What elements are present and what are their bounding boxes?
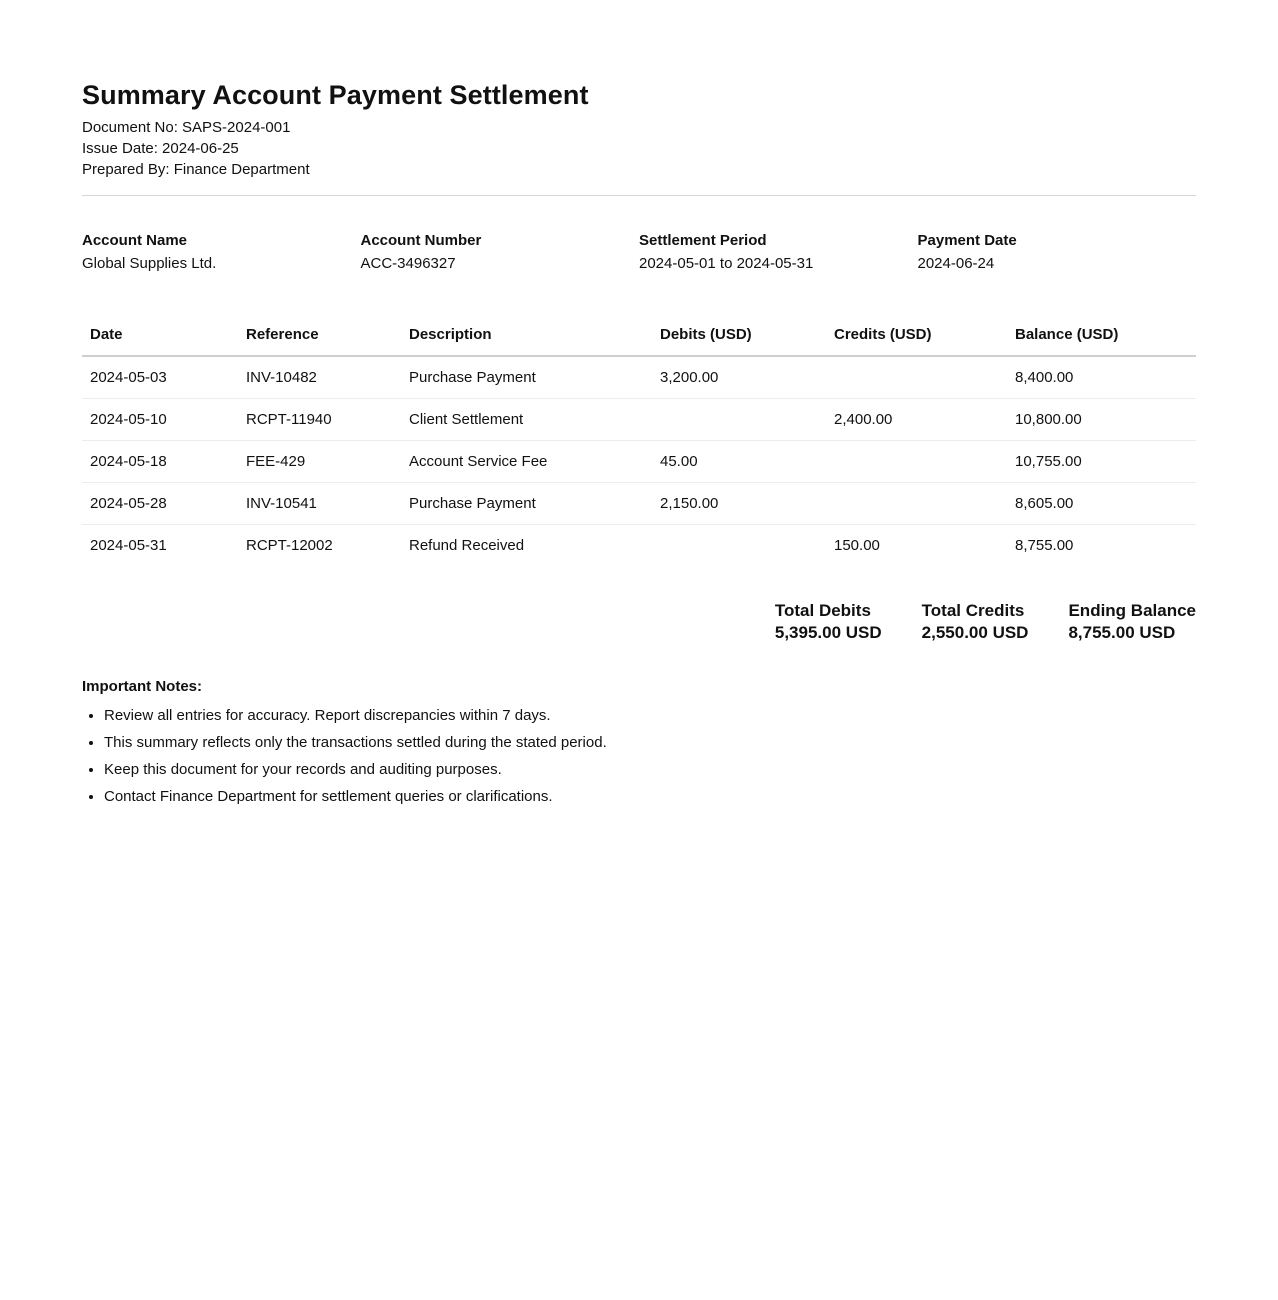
list-item: • Review all entries for accuracy. Report discrepancies within 7 days. — [104, 702, 1196, 729]
cell-date: 2024-05-28 — [82, 483, 238, 525]
payment-date-field — [918, 230, 1197, 275]
cell-date: 2024-05-10 — [82, 399, 238, 441]
column-header-balance: Balance (USD) — [1007, 313, 1196, 356]
total-label: Total Debits — [774, 601, 871, 620]
cell-balance: 8,755.00 — [1015, 537, 1074, 554]
total-label: Total Credits — [921, 601, 1025, 620]
column-header-date: Date — [82, 313, 238, 356]
total-value: 8,755.00 USD — [1068, 623, 1176, 642]
cell-date: 2024-05-18 — [82, 441, 238, 483]
column-header-description: Description — [401, 313, 652, 356]
account-number-field — [361, 230, 640, 275]
info-value: 2024-05-01 to 2024-05-31 — [639, 255, 814, 272]
cell-balance: 10,800.00 — [1007, 399, 1196, 441]
cell-date: 2024-05-03 — [82, 356, 238, 399]
cell-date: 2024-05-31 — [90, 537, 167, 554]
prepared-by: Prepared By: Finance Department — [82, 161, 310, 178]
info-value: Global Supplies Ltd. — [82, 255, 217, 272]
table-header-row — [82, 313, 1196, 356]
info-value: 2024-06-24 — [917, 255, 995, 272]
cell-balance: 8,605.00 — [1007, 483, 1196, 525]
cell-credits — [826, 483, 1007, 525]
page-title: Summary Account Payment Settlement — [82, 80, 589, 110]
table-row — [82, 483, 1196, 525]
column-header-debits: Debits (USD) — [652, 313, 826, 356]
cell-debits — [652, 399, 826, 441]
info-label: Payment Date — [917, 232, 1017, 249]
ending-balance — [1068, 600, 1196, 644]
list-item: • This summary reflects only the transactions settled during the stated period. — [104, 729, 1196, 756]
cell-reference: INV-10541 — [238, 483, 401, 525]
cell-reference: RCPT-12002 — [246, 537, 333, 554]
total-credits — [922, 600, 1029, 644]
list-item: • Contact Finance Department for settlement queries or clarifications. — [104, 783, 1196, 810]
issue-date: Issue Date: 2024-06-25 — [82, 140, 239, 157]
table-row — [82, 399, 1196, 441]
list-item: • Keep this document for your records and auditing purposes. — [104, 756, 1196, 783]
cell-credits — [826, 356, 1007, 399]
cell-debits — [652, 525, 826, 567]
table-row — [82, 356, 1196, 399]
header-divider — [82, 195, 1196, 196]
cell-reference: INV-10482 — [238, 356, 401, 399]
cell-debits: 45.00 — [652, 441, 826, 483]
column-header-reference: Reference — [238, 313, 401, 356]
totals-summary — [82, 600, 1196, 644]
cell-debits: 2,150.00 — [652, 483, 826, 525]
info-label: Account Name — [82, 232, 188, 249]
cell-credits: 2,400.00 — [826, 399, 1007, 441]
cell-debits: 3,200.00 — [652, 356, 826, 399]
table-row — [82, 525, 1196, 567]
cell-credits: 150.00 — [834, 537, 880, 554]
column-header-credits: Credits (USD) — [826, 313, 1007, 356]
notes-list — [82, 702, 1196, 810]
settlement-document — [82, 0, 1196, 810]
info-value: ACC-3496327 — [360, 255, 456, 272]
info-label: Account Number — [360, 232, 482, 249]
settlement-period-field — [639, 230, 918, 275]
cell-description: Refund Received — [409, 537, 525, 554]
cell-reference: FEE-429 — [238, 441, 401, 483]
cell-reference: RCPT-11940 — [238, 399, 401, 441]
cell-balance: 10,755.00 — [1007, 441, 1196, 483]
transactions-table — [82, 313, 1196, 566]
cell-balance: 8,400.00 — [1007, 356, 1196, 399]
total-value: 5,395.00 USD — [774, 623, 882, 642]
account-info — [82, 230, 1196, 275]
total-label: Ending Balance — [1068, 601, 1196, 620]
cell-description: Purchase Payment — [401, 356, 652, 399]
document-number: Document No: SAPS-2024-001 — [82, 119, 291, 136]
table-row — [82, 441, 1196, 483]
account-name-field — [82, 230, 361, 275]
total-value: 2,550.00 USD — [921, 623, 1029, 642]
document-meta — [82, 117, 1196, 180]
cell-description: Client Settlement — [401, 399, 652, 441]
notes-title: Important Notes: — [82, 678, 202, 695]
cell-description: Purchase Payment — [401, 483, 652, 525]
total-debits — [775, 600, 882, 644]
info-label: Settlement Period — [639, 232, 767, 249]
cell-credits — [826, 441, 1007, 483]
cell-description: Account Service Fee — [401, 441, 652, 483]
